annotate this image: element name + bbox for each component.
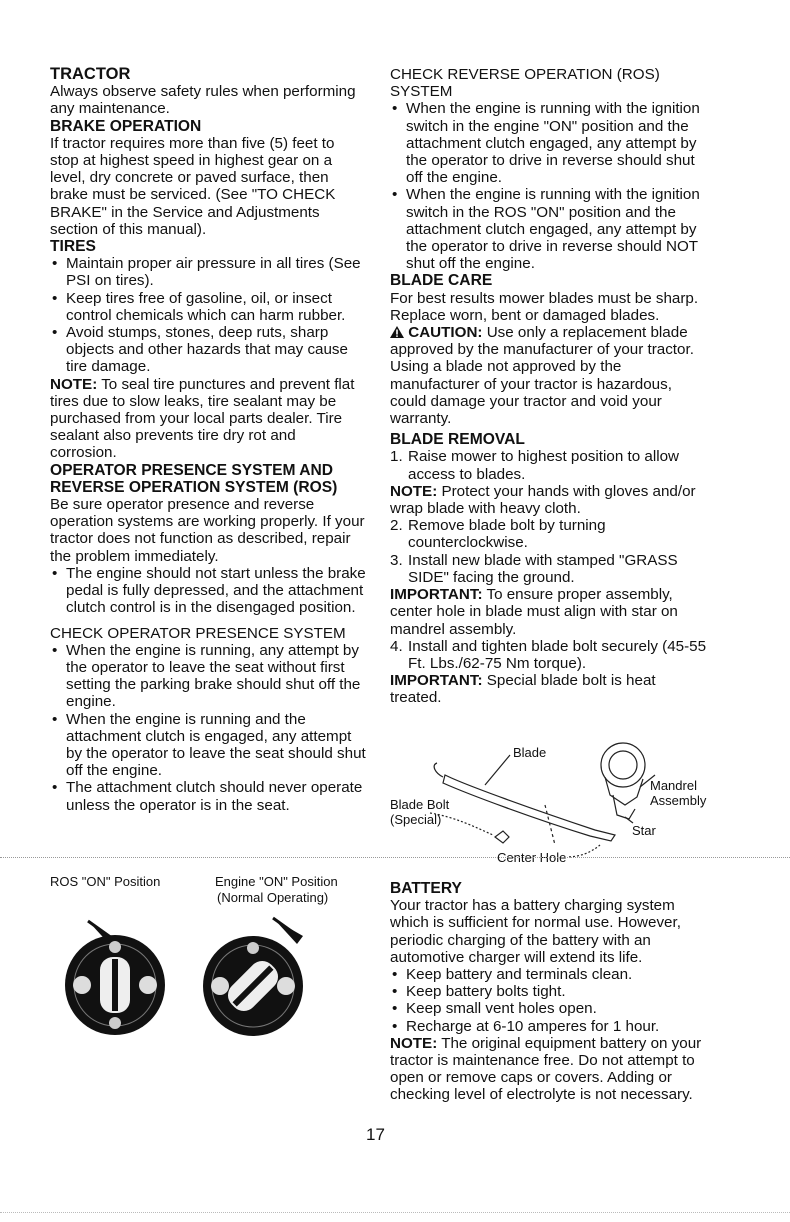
blade-removal-heading: BLADE REMOVAL	[390, 431, 525, 449]
bottom-edge-dots	[0, 1212, 790, 1213]
caution-triangle-icon	[390, 326, 404, 338]
tires-heading: TIRES	[50, 238, 96, 256]
battery-heading: BATTERY	[390, 880, 462, 897]
list-item: 1. Raise mower to highest position to allow access to blades.	[390, 448, 679, 483]
left-column	[50, 66, 366, 814]
blade-note: NOTE: Protect your hands with gloves and/or wrap blade with heavy cloth.	[390, 482, 696, 518]
steps-list-b	[390, 517, 710, 586]
steps-list-a	[390, 448, 710, 482]
battery-list	[390, 966, 710, 1035]
note-text: To seal tire punctures and prevent flat tires due to slow leaks, tire sealant may be purchased from your local parts dealer. Tire sealant also prevents tire dry rot and corrosion.	[50, 375, 355, 462]
list-item: • Keep small vent holes open.	[390, 1000, 710, 1017]
list-item: • Keep battery and terminals clean.	[390, 966, 710, 983]
step-number: 2.	[390, 517, 403, 535]
list-item: • When the engine is running with the ignition switch in the engine "ON" position and the attachment clutch engaged, any attempt by the operator to drive in reverse should shut off the engine.	[390, 100, 710, 186]
tractor-text: Always observe safety rules when performing any maintenance.	[50, 83, 356, 118]
list-item: • The attachment clutch should never operate unless the operator is in the seat.	[50, 779, 366, 813]
list-item: 2. Remove blade bolt by turning counterclockwise.	[390, 517, 606, 552]
engine-on-label: Engine "ON" Position (Normal Operating)	[215, 874, 338, 905]
list-item: • Keep battery bolts tight.	[390, 983, 710, 1000]
list-item: • Keep tires free of gasoline, oil, or insect control chemicals which can harm rubber.	[50, 290, 366, 324]
caution-label: CAUTION:	[408, 324, 483, 342]
tires-list	[50, 255, 366, 375]
caution-text: Use only a replacement blade approved by the manufacturer of your tractor. Using a blade not approved by the manufacturer of your tractor is hazardous, could damage your tractor and void your warranty.	[390, 324, 694, 428]
engine-on-sub: (Normal Operating)	[217, 890, 329, 905]
list-item: • Maintain proper air pressure in all tires (See PSI on tires).	[50, 255, 366, 289]
fig-blade-label: Blade	[513, 745, 547, 760]
step-number: 1.	[390, 448, 403, 466]
important-2: IMPORTANT: Special blade bolt is heat treated.	[390, 672, 656, 707]
list-item: 4. Install and tighten blade bolt securely (45-55 Ft. Lbs./62-75 Nm torque).	[390, 637, 707, 672]
fig-star-label: Star	[632, 823, 656, 838]
caution-paragraph	[390, 324, 710, 427]
ros-position-label: ROS "ON" Position	[50, 874, 161, 889]
right-column	[390, 66, 710, 707]
battery-text: Your tractor has a battery charging system which is sufficient for normal use. However, periodic charging of the battery with an automotive charger will extend its life.	[390, 897, 681, 966]
list-item: • Recharge at 6-10 amperes for 1 hour.	[390, 1018, 710, 1035]
ops-list	[50, 565, 366, 617]
check-ros-list	[390, 100, 710, 272]
brake-heading: BRAKE OPERATION	[50, 117, 202, 135]
list-item: 3. Install new blade with stamped "GRASS SIDE" facing the ground.	[390, 551, 678, 586]
brake-text: If tractor requires more than five (5) feet to stop at highest speed in highest gear on a level, dry concrete or paved surface, then brake must be serviced. (See "TO CHECK BRAKE" in the Service and Adjustments section of this manual).	[50, 134, 336, 238]
ops-heading: OPERATOR PRESENCE SYSTEM AND REVERSE OPERATION SYSTEM (ROS)	[50, 461, 338, 496]
fig-assembly-label: Assembly	[650, 793, 707, 808]
battery-section	[390, 880, 710, 1104]
blade-care-text: For best results mower blades must be sharp. Replace worn, bent or damaged blades.	[390, 289, 699, 324]
important-1: IMPORTANT: To ensure proper assembly, center hole in blade must align with star on mandrel assembly.	[390, 586, 678, 638]
check-ops-list	[50, 642, 366, 814]
check-ops-heading: CHECK OPERATOR PRESENCE SYSTEM	[50, 624, 346, 642]
list-item: • Avoid stumps, stones, deep ruts, sharp objects and other hazards that may cause tire damage.	[50, 324, 366, 376]
check-ros-heading: CHECK REVERSE OPERATION (ROS) SYSTEM	[390, 66, 660, 101]
ignition-switch-ros-icon	[58, 915, 172, 1039]
list-item: • When the engine is running, any attempt by the operator to leave the seat without first setting the parking brake should shut off the engine.	[50, 642, 366, 711]
ignition-switch-engine-on-icon	[195, 910, 321, 1040]
blade-care-heading: BLADE CARE	[390, 272, 493, 290]
note-label: NOTE:	[50, 375, 98, 393]
step-number: 3.	[390, 551, 403, 569]
step-number: 4.	[390, 637, 403, 655]
fig-center-hole-label: Center Hole	[497, 850, 567, 865]
list-item: • When the engine is running and the attachment clutch is engaged, any attempt by the operator to leave the seat should shut off the engine.	[50, 711, 366, 780]
list-item: • The engine should not start unless the brake pedal is fully depressed, and the attachment clutch control is in the disengaged position.	[50, 565, 366, 617]
fig-blade-bolt-label: Blade Bolt	[390, 797, 450, 812]
tire-note	[50, 376, 366, 462]
tractor-heading: TRACTOR	[50, 65, 131, 83]
list-item: • When the engine is running with the ignition switch in the ROS "ON" position and the attachment clutch engaged, any attempt by the operator to drive in reverse should NOT shut off the engine.	[390, 186, 710, 272]
fig-special-label: (Special)	[390, 812, 442, 827]
fig-mandrel-label: Mandrel	[650, 778, 697, 793]
page-number: 17	[366, 1125, 385, 1144]
steps-list-c	[390, 638, 710, 672]
ops-text: Be sure operator presence and reverse operation systems are working properly. If your tractor does not function as described, repair the problem immediately.	[50, 496, 365, 565]
battery-note: NOTE: The original equipment battery on your tractor is maintenance free. Do not attempt to open or remove caps or covers. Adding or checking level of electrolyte is not necessary.	[390, 1034, 702, 1104]
section-divider	[0, 857, 790, 858]
